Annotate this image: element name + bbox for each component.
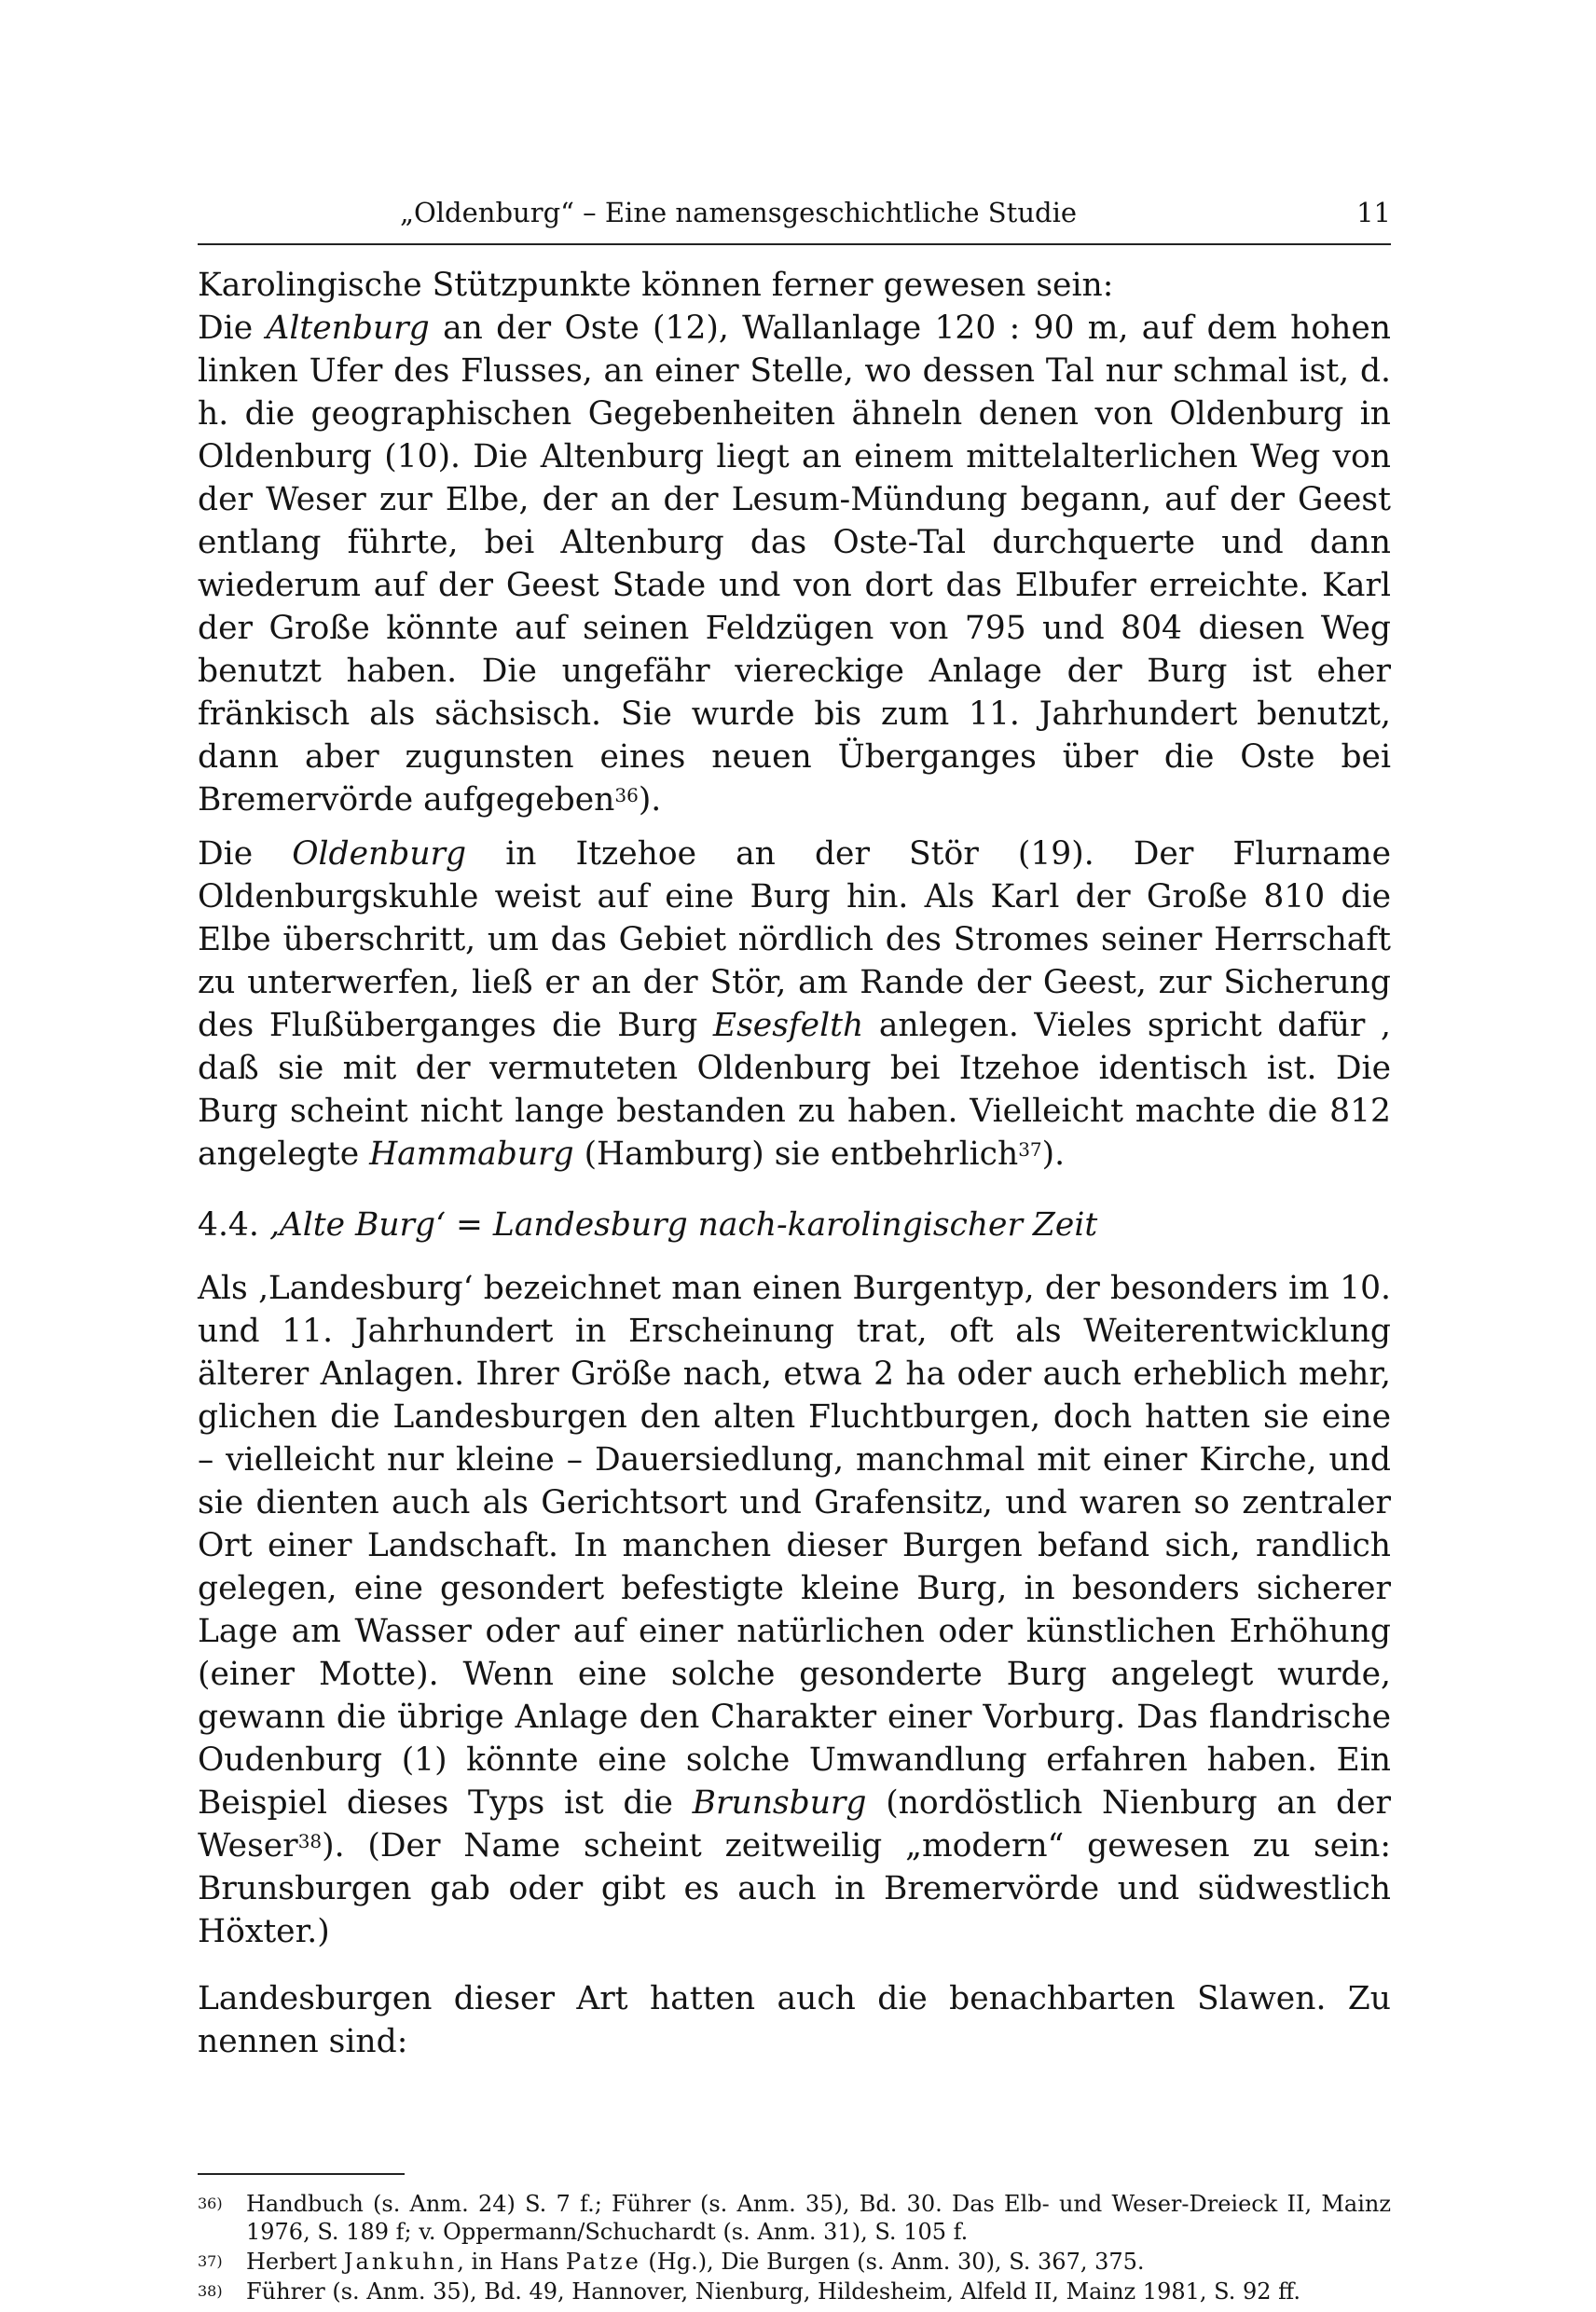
place-name-oldenburg: Oldenburg xyxy=(292,835,467,873)
text-run: Die xyxy=(198,835,293,873)
text-run: (nordöstlich Nienburg an der Weser xyxy=(198,1784,1391,1865)
text-run: an der Oste (12), Wallanlage 120 : 90 m, auf dem hohen linken Ufer des Flusses, an einer Stelle, wo dessen Tal nur schmal ist, d. h. die geographischen Gegebenheiten ähneln denen von Oldenburg in Oldenburg (10). Die Altenburg liegt an einem mittelalterlichen Weg von der Weser zur Elbe, der an der Lesum-Mündung begann, auf der Geest entlang führte, bei Altenburg das Oste-Tal durchquerte und dann wiederum auf der Geest Stade und von dort das Elbufer erreichte. Karl der Große könnte auf seinen Feldzügen von 795 und 804 diesen Weg benutzt haben. Die ungefähr viereckige Anlage der Burg ist eher fränkisch als sächsisch. Sie wurde bis zum 11. Jahrhundert benutzt, dann aber zugunsten eines neuen Überganges über die Oste bei Bremervörde aufgegeben xyxy=(198,310,1391,819)
footnote-text: (Hg.), Die Burgen (s. Anm. 30), S. 367, 375. xyxy=(640,2249,1145,2275)
place-name-altenburg: Altenburg xyxy=(266,310,430,347)
footnote-divider xyxy=(198,2173,405,2175)
footnote-ref-36[interactable]: 36 xyxy=(614,784,639,806)
footnote-mark: 37) xyxy=(198,2252,223,2270)
footnote-mark: 36) xyxy=(198,2195,223,2212)
section-heading xyxy=(198,1204,1391,1246)
place-name-brunsburg: Brunsburg xyxy=(692,1784,867,1822)
footnote-mark: 38) xyxy=(198,2282,223,2300)
text-run: in Itzehoe an der Stör (19). Der Flurname Oldenburgskuhle weist auf eine Burg hin. Als Karl der Große 810 die Elbe überschritt, um das Gebiet nördlich des Stromes seiner Herrschaft zu unterwerfen, ließ er an der Stör, am Rande der Geest, zur Sicherung des Flußüberganges die Burg xyxy=(198,835,1392,1044)
footnote-ref-38[interactable]: 38 xyxy=(297,1830,323,1852)
footnote-text: Führer (s. Anm. 35), Bd. 49, Hannover, Nienburg, Hildesheim, Alfeld II, Mainz 1981, S. 92 ff. xyxy=(246,2278,1300,2305)
section-number: 4.4. xyxy=(198,1206,269,1244)
paragraph-slawen xyxy=(198,1977,1391,2063)
place-name-hammaburg: Hammaburg xyxy=(369,1135,574,1173)
paragraph-oldenburg-itzehoe xyxy=(198,833,1391,1176)
page-number: 11 xyxy=(1356,197,1391,228)
text-run: Die xyxy=(198,310,267,347)
paragraph-altenburg xyxy=(198,264,1391,821)
text-run: ). (Der Name scheint zeitweilig „modern“ gewesen zu sein: Brunsburgen gab oder gibt es auch in Bremervörde und südwestlich Höxter.) xyxy=(198,1827,1391,1950)
footnote-text: Herbert xyxy=(246,2249,344,2275)
footnote-text: , in Hans xyxy=(457,2249,566,2275)
text-run: Als ‚Landesburg‘ bezeichnet man einen Burgentyp, der besonders im 10. und 11. Jahrhundert in Erscheinung trat, oft als Weiterentwicklung älterer Anlagen. Ihrer Größe nach, etwa 2 ha oder auch erheblich mehr, glichen die Landesburgen den alten Fluchtburgen, doch hatten sie eine – vielleicht nur kleine – Dauersiedlung, manchmal mit einer Kirche, und sie dienten auch als Gerichtsort und Grafensitz, und waren so zentraler Ort einer Landschaft. In manchen dieser Burgen befand sich, randlich gelegen, eine gesondert befestigte kleine Burg, in besonders sicherer Lage am Wasser oder auf einer natürlichen oder künstlichen Erhöhung (einer Motte). Wenn eine solche gesonderte Burg angelegt wurde, gewann die übrige Anlage den Charakter einer Vorburg. Das flandrische Oudenburg (1) könnte eine solche Umwandlung erfahren haben. Ein Beispiel dieses Typs ist die xyxy=(198,1270,1391,1822)
footnote-text: Handbuch (s. Anm. 24) S. 7 f.; Führer (s. Anm. 35), Bd. 30. Das Elb- und Weser-Dreieck II, Mainz 1976, S. 189 f; v. Oppermann/Schuchardt (s. Anm. 31), S. 105 f. xyxy=(246,2191,1391,2245)
text-run: Landesburgen dieser Art hatten auch die benachbarten Slawen. Zu nennen sind: xyxy=(198,1980,1391,2060)
paragraph-landesburg xyxy=(198,1267,1391,1953)
paragraph-intro: Karolingische Stützpunkte können ferner gewesen sein: xyxy=(198,267,1114,304)
text-run: ). xyxy=(1041,1135,1066,1173)
section-title: ‚Alte Burg‘ = Landesburg nach-karolingischer Zeit xyxy=(268,1206,1098,1244)
footnote-37 xyxy=(198,2248,1391,2276)
running-head xyxy=(198,191,1391,245)
running-title: „Oldenburg“ – Eine namensgeschichtliche Studie xyxy=(399,197,1078,228)
book-page xyxy=(198,191,1391,2307)
body-text xyxy=(198,264,1391,2063)
footnote-36 xyxy=(198,2190,1391,2246)
footnotes xyxy=(198,2190,1391,2305)
text-run: (Hamburg) sie entbehrlich xyxy=(573,1135,1019,1173)
place-name-esesfelth: Esesfelth xyxy=(712,1007,864,1044)
text-run: ). xyxy=(638,781,662,819)
footnote-ref-37[interactable]: 37 xyxy=(1018,1138,1042,1161)
footnote-38 xyxy=(198,2278,1391,2305)
text-run: anlegen. Vieles spricht dafür , daß sie mit der vermuteten Oldenburg bei Itzehoe identisch ist. Die Burg scheint nicht lange bestanden zu haben. Vielleicht machte die 812 angelegte xyxy=(198,1007,1391,1173)
author-name-jankuhn: Jankuhn xyxy=(343,2249,458,2275)
author-name-patze: Patze xyxy=(565,2249,641,2275)
